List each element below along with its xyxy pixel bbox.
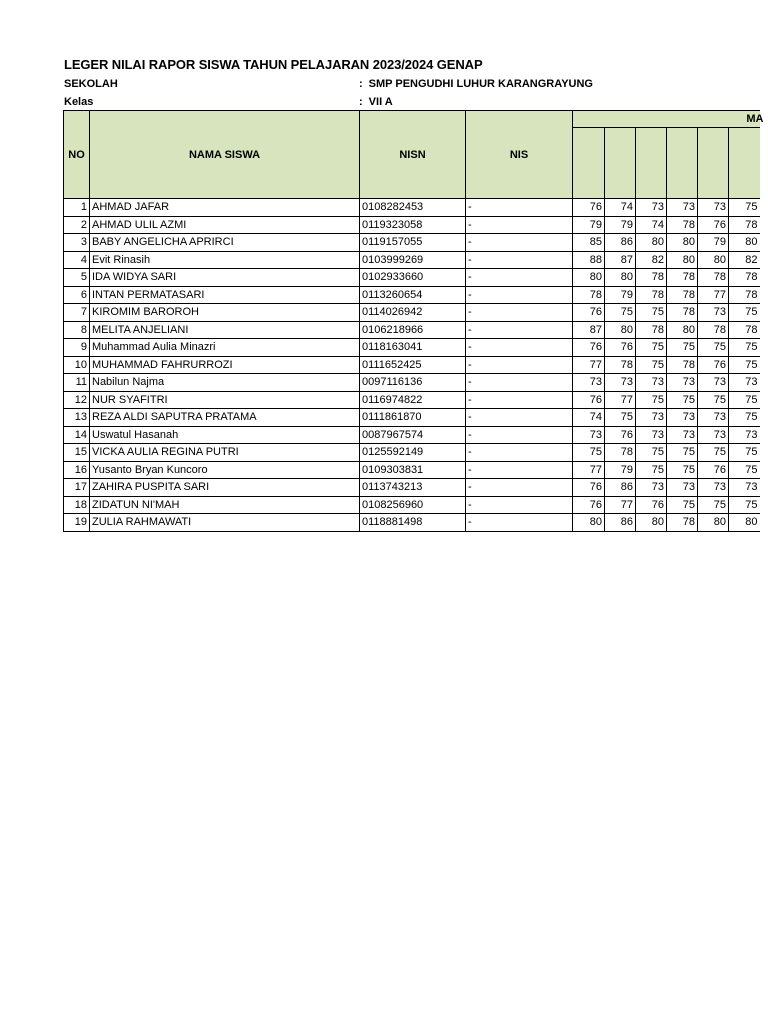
cell-score: 78 <box>667 216 698 234</box>
grade-table <box>63 110 764 532</box>
cell-score: 79 <box>605 461 636 479</box>
kelas-separator: : <box>359 96 363 108</box>
table-row <box>64 234 760 252</box>
cell-score: 73 <box>698 199 729 217</box>
cell-score: 73 <box>667 199 698 217</box>
cell-score: 73 <box>667 374 698 392</box>
cell-nama-siswa: ZIDATUN NI'MAH <box>90 496 360 514</box>
cell-score: 75 <box>636 391 667 409</box>
header-subject-3 <box>636 128 667 199</box>
table-row <box>64 444 760 462</box>
cell-score: 73 <box>698 409 729 427</box>
cell-nisn: 0103999269 <box>360 251 466 269</box>
header-subject-2 <box>605 128 636 199</box>
cell-no: 4 <box>64 251 90 269</box>
cell-score: 80 <box>605 321 636 339</box>
table-row <box>64 496 760 514</box>
cell-score: 78 <box>636 321 667 339</box>
cell-nisn: 0114026942 <box>360 304 466 322</box>
cell-score: 75 <box>729 356 760 374</box>
cell-nisn: 0113743213 <box>360 479 466 497</box>
cell-score: 75 <box>729 391 760 409</box>
cell-score: 76 <box>573 496 605 514</box>
cell-score: 77 <box>573 461 605 479</box>
cell-score: 78 <box>573 286 605 304</box>
cell-score: 82 <box>729 251 760 269</box>
cell-score: 75 <box>729 444 760 462</box>
kelas-value-row <box>359 96 393 108</box>
cell-nis: - <box>466 321 573 339</box>
cell-score: 78 <box>698 321 729 339</box>
header-nama-siswa: NAMA SISWA <box>90 111 360 199</box>
cell-score: 76 <box>698 216 729 234</box>
cell-nis: - <box>466 251 573 269</box>
cell-score: 76 <box>573 304 605 322</box>
cell-nis: - <box>466 269 573 287</box>
cell-score: 76 <box>573 391 605 409</box>
cell-nisn: 0108282453 <box>360 199 466 217</box>
cell-no: 3 <box>64 234 90 252</box>
cell-score: 79 <box>698 234 729 252</box>
cell-score: 73 <box>698 304 729 322</box>
cell-nis: - <box>466 339 573 357</box>
cell-score: 78 <box>605 356 636 374</box>
cell-no: 6 <box>64 286 90 304</box>
cell-nisn: 0111861870 <box>360 409 466 427</box>
cell-score: 80 <box>729 234 760 252</box>
table-row <box>64 199 760 217</box>
cell-score: 74 <box>573 409 605 427</box>
cell-score: 75 <box>729 339 760 357</box>
cell-nisn: 0119323058 <box>360 216 466 234</box>
cell-score: 75 <box>729 461 760 479</box>
cell-nama-siswa: Evit Rinasih <box>90 251 360 269</box>
cell-score: 80 <box>605 269 636 287</box>
cell-nis: - <box>466 461 573 479</box>
cell-score: 75 <box>636 304 667 322</box>
table-row <box>64 286 760 304</box>
cell-score: 80 <box>573 269 605 287</box>
cell-score: 77 <box>605 496 636 514</box>
cell-nama-siswa: INTAN PERMATASARI <box>90 286 360 304</box>
cell-nisn: 0109303831 <box>360 461 466 479</box>
cell-score: 75 <box>698 339 729 357</box>
cell-score: 73 <box>573 426 605 444</box>
cell-nis: - <box>466 374 573 392</box>
cell-nis: - <box>466 234 573 252</box>
table-row <box>64 514 760 532</box>
cell-score: 78 <box>636 269 667 287</box>
cell-score: 75 <box>729 304 760 322</box>
cell-score: 76 <box>605 339 636 357</box>
cell-nisn: 0119157055 <box>360 234 466 252</box>
cell-no: 10 <box>64 356 90 374</box>
cell-score: 75 <box>667 339 698 357</box>
cell-score: 78 <box>729 286 760 304</box>
cell-score: 78 <box>667 269 698 287</box>
cell-score: 75 <box>636 356 667 374</box>
cell-score: 76 <box>605 426 636 444</box>
cell-score: 73 <box>636 426 667 444</box>
table-row <box>64 391 760 409</box>
cell-score: 80 <box>636 514 667 532</box>
cell-score: 76 <box>573 199 605 217</box>
table-row <box>64 251 760 269</box>
cell-nama-siswa: ZULIA RAHMAWATI <box>90 514 360 532</box>
cell-score: 79 <box>605 216 636 234</box>
header-nisn: NISN <box>360 111 466 199</box>
cell-score: 73 <box>636 374 667 392</box>
cell-nis: - <box>466 444 573 462</box>
cell-score: 80 <box>729 514 760 532</box>
kelas-label: Kelas <box>64 96 94 108</box>
header-subject-4 <box>667 128 698 199</box>
header-subject-6 <box>729 128 760 199</box>
cell-no: 1 <box>64 199 90 217</box>
cell-score: 73 <box>667 479 698 497</box>
cell-nisn: 0113260654 <box>360 286 466 304</box>
cell-score: 80 <box>636 234 667 252</box>
cell-nis: - <box>466 426 573 444</box>
cell-nis: - <box>466 286 573 304</box>
table-row <box>64 426 760 444</box>
cell-score: 78 <box>729 321 760 339</box>
cell-score: 85 <box>573 234 605 252</box>
cell-score: 79 <box>605 286 636 304</box>
cell-nisn: 0106218966 <box>360 321 466 339</box>
cell-score: 75 <box>698 444 729 462</box>
table-row <box>64 374 760 392</box>
cell-score: 82 <box>636 251 667 269</box>
cell-nama-siswa: Muhammad Aulia Minazri <box>90 339 360 357</box>
table-row <box>64 216 760 234</box>
cell-score: 73 <box>667 409 698 427</box>
cell-nama-siswa: Nabilun Najma <box>90 374 360 392</box>
document-title: LEGER NILAI RAPOR SISWA TAHUN PELAJARAN 2023/2024 GENAP <box>64 57 483 72</box>
sekolah-separator: : <box>359 78 363 90</box>
header-no: NO <box>64 111 90 199</box>
cell-score: 80 <box>667 234 698 252</box>
cell-nama-siswa: BABY ANGELICHA APRIRCI <box>90 234 360 252</box>
table-row <box>64 339 760 357</box>
cell-score: 80 <box>667 251 698 269</box>
cell-score: 73 <box>573 374 605 392</box>
cell-nisn: 0102933660 <box>360 269 466 287</box>
cell-score: 75 <box>636 461 667 479</box>
cell-no: 17 <box>64 479 90 497</box>
table-row <box>64 409 760 427</box>
cell-no: 18 <box>64 496 90 514</box>
cell-nis: - <box>466 496 573 514</box>
cell-score: 77 <box>698 286 729 304</box>
cell-no: 11 <box>64 374 90 392</box>
cell-nis: - <box>466 216 573 234</box>
cell-score: 75 <box>698 391 729 409</box>
cell-score: 88 <box>573 251 605 269</box>
cell-nis: - <box>466 409 573 427</box>
cell-nama-siswa: MELITA ANJELIANI <box>90 321 360 339</box>
cell-nama-siswa: Uswatul Hasanah <box>90 426 360 444</box>
cell-score: 78 <box>667 304 698 322</box>
cell-score: 74 <box>636 216 667 234</box>
cell-score: 75 <box>636 444 667 462</box>
cell-score: 76 <box>636 496 667 514</box>
cell-score: 77 <box>605 391 636 409</box>
cell-score: 75 <box>605 304 636 322</box>
table-row <box>64 304 760 322</box>
cell-score: 78 <box>729 216 760 234</box>
cell-score: 73 <box>636 479 667 497</box>
cell-score: 78 <box>729 269 760 287</box>
cell-nis: - <box>466 479 573 497</box>
cell-score: 73 <box>698 426 729 444</box>
cell-no: 5 <box>64 269 90 287</box>
cell-score: 78 <box>605 444 636 462</box>
sekolah-value-row <box>359 78 593 90</box>
cell-score: 78 <box>698 269 729 287</box>
cell-score: 75 <box>729 409 760 427</box>
cell-score: 77 <box>573 356 605 374</box>
cell-nisn: 0125592149 <box>360 444 466 462</box>
grade-table-container <box>63 110 764 532</box>
kelas-value: VII A <box>368 96 393 108</box>
sekolah-label: SEKOLAH <box>64 78 118 90</box>
sekolah-value: SMP PENGUDHI LUHUR KARANGRAYUNG <box>368 78 593 90</box>
cell-score: 87 <box>573 321 605 339</box>
cell-no: 15 <box>64 444 90 462</box>
cell-score: 73 <box>667 426 698 444</box>
cell-nama-siswa: KIROMIM BAROROH <box>90 304 360 322</box>
header-mapel-group <box>573 111 764 128</box>
cell-nisn: 0108256960 <box>360 496 466 514</box>
cell-no: 8 <box>64 321 90 339</box>
table-row <box>64 269 760 287</box>
cell-score: 76 <box>698 461 729 479</box>
cell-score: 86 <box>605 234 636 252</box>
cell-nisn: 0097116136 <box>360 374 466 392</box>
cell-no: 13 <box>64 409 90 427</box>
table-row <box>64 461 760 479</box>
cell-score: 80 <box>698 514 729 532</box>
cell-nis: - <box>466 356 573 374</box>
table-row <box>64 321 760 339</box>
cell-no: 14 <box>64 426 90 444</box>
cell-score: 73 <box>729 374 760 392</box>
cell-score: 75 <box>605 409 636 427</box>
header-mapel-label: MA <box>746 113 764 125</box>
cell-score: 75 <box>698 496 729 514</box>
cell-score: 76 <box>698 356 729 374</box>
cell-nis: - <box>466 391 573 409</box>
cell-no: 16 <box>64 461 90 479</box>
cell-nisn: 0111652425 <box>360 356 466 374</box>
cell-score: 86 <box>605 479 636 497</box>
cell-score: 86 <box>605 514 636 532</box>
cell-score: 75 <box>667 461 698 479</box>
cell-nisn: 0118881498 <box>360 514 466 532</box>
cell-score: 75 <box>729 496 760 514</box>
cell-score: 75 <box>636 339 667 357</box>
cell-nama-siswa: NUR SYAFITRI <box>90 391 360 409</box>
cell-score: 87 <box>605 251 636 269</box>
cell-nisn: 0118163041 <box>360 339 466 357</box>
cell-nisn: 0116974822 <box>360 391 466 409</box>
cell-score: 73 <box>729 426 760 444</box>
cell-score: 79 <box>573 216 605 234</box>
cell-nama-siswa: Yusanto Bryan Kuncoro <box>90 461 360 479</box>
cell-no: 7 <box>64 304 90 322</box>
cell-nama-siswa: MUHAMMAD FAHRURROZI <box>90 356 360 374</box>
cell-score: 80 <box>573 514 605 532</box>
cell-score: 73 <box>698 374 729 392</box>
cell-no: 9 <box>64 339 90 357</box>
cell-nama-siswa: ZAHIRA PUSPITA SARI <box>90 479 360 497</box>
cell-nis: - <box>466 199 573 217</box>
cell-nama-siswa: AHMAD JAFAR <box>90 199 360 217</box>
cell-score: 73 <box>636 409 667 427</box>
cell-score: 75 <box>667 444 698 462</box>
cell-no: 2 <box>64 216 90 234</box>
header-subject-1 <box>573 128 605 199</box>
cell-score: 75 <box>729 199 760 217</box>
cell-score: 80 <box>667 321 698 339</box>
cell-score: 73 <box>605 374 636 392</box>
cell-score: 78 <box>636 286 667 304</box>
table-row <box>64 479 760 497</box>
cell-score: 75 <box>573 444 605 462</box>
cell-nama-siswa: VICKA AULIA REGINA PUTRI <box>90 444 360 462</box>
cell-score: 78 <box>667 356 698 374</box>
grade-table-body <box>64 199 760 532</box>
cell-no: 19 <box>64 514 90 532</box>
cell-score: 80 <box>698 251 729 269</box>
header-subject-5 <box>698 128 729 199</box>
cell-nis: - <box>466 304 573 322</box>
cell-score: 78 <box>667 286 698 304</box>
cell-nama-siswa: REZA ALDI SAPUTRA PRATAMA <box>90 409 360 427</box>
table-row <box>64 356 760 374</box>
cell-score: 76 <box>573 339 605 357</box>
cell-score: 74 <box>605 199 636 217</box>
cell-nama-siswa: IDA WIDYA SARI <box>90 269 360 287</box>
cell-score: 73 <box>729 479 760 497</box>
cell-nama-siswa: AHMAD ULIL AZMI <box>90 216 360 234</box>
cell-no: 12 <box>64 391 90 409</box>
cell-score: 73 <box>636 199 667 217</box>
cell-score: 75 <box>667 496 698 514</box>
cell-score: 75 <box>667 391 698 409</box>
header-nis: NIS <box>466 111 573 199</box>
cell-score: 76 <box>573 479 605 497</box>
cell-score: 78 <box>667 514 698 532</box>
cell-nis: - <box>466 514 573 532</box>
cell-nisn: 0087967574 <box>360 426 466 444</box>
cell-score: 73 <box>698 479 729 497</box>
